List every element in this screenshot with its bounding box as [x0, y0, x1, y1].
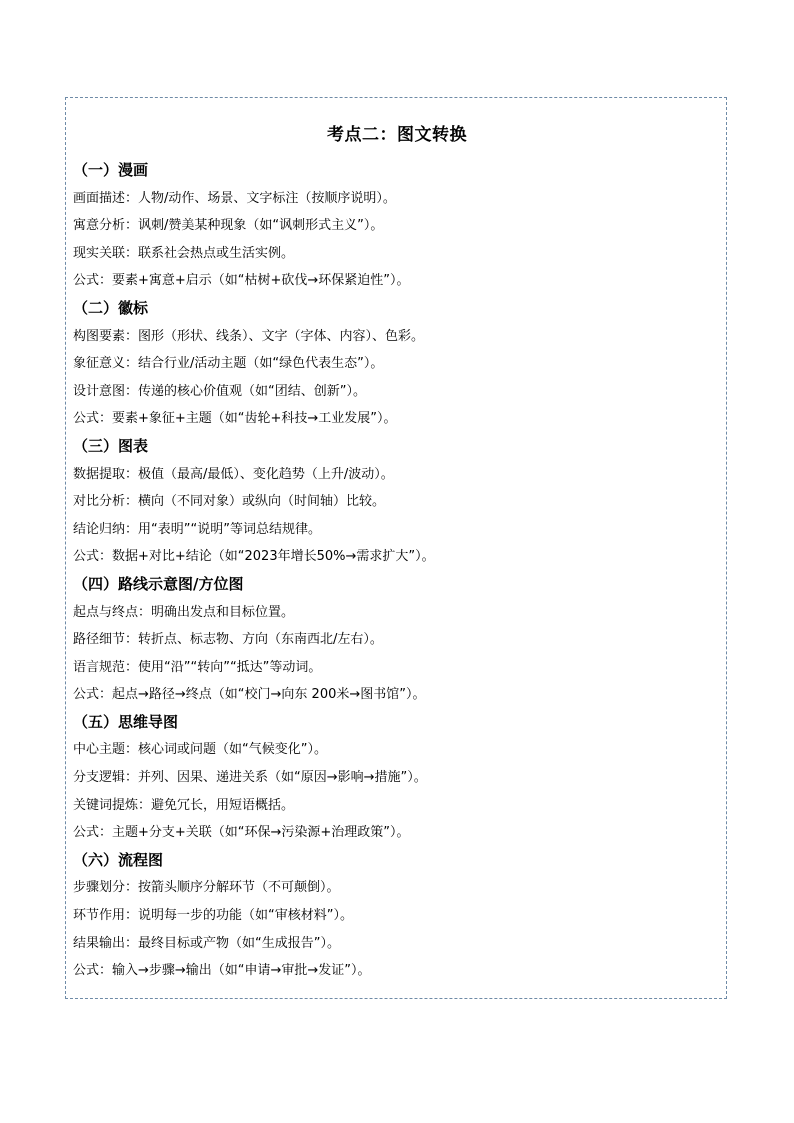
- section-heading: （六）流程图: [73, 850, 164, 869]
- section-line: 设计意图：传递的核心价值观（如“团结、创新”）。: [73, 383, 366, 399]
- section-line: 数据提取：极值（最高/最低）、变化趋势（上升/波动）。: [73, 466, 394, 482]
- section-line: 公式：主题+分支+关联（如“环保→污染源+治理政策”）。: [73, 825, 410, 841]
- section-line: 结果输出：最终目标或产物（如“生成报告”）。: [73, 935, 340, 951]
- section-line: 现实关联：联系社会热点或生活实例。: [73, 245, 295, 261]
- section-line: 画面描述：人物/动作、场景、文字标注（按顺序说明）。: [73, 190, 396, 206]
- section-line: 寓意分析：讽刺/赞美某种现象（如“讽刺形式主义”）。: [73, 218, 384, 234]
- section-line: 公式：起点→路径→终点（如“校门→向东 200米→图书馆”）。: [73, 687, 426, 703]
- content-area: [73, 157, 713, 985]
- section-line: 构图要素：图形（形状、线条）、文字（字体、内容）、色彩。: [73, 328, 425, 344]
- section-line: 环节作用：说明每一步的功能（如“审核材料”）。: [73, 908, 353, 924]
- section-line: 语言规范：使用“沿”“转向”“抵达”等动词。: [73, 659, 322, 675]
- section-heading: （五）思维导图: [73, 712, 179, 731]
- section-line: 公式：输入→步骤→输出（如“申请→审批→发证”）。: [73, 963, 371, 979]
- section-line: 起点与终点：明确出发点和目标位置。: [73, 604, 295, 620]
- section-heading: （三）图表: [73, 436, 149, 455]
- section-line: 结论归纳：用“表明”“说明”等词总结规律。: [73, 521, 321, 537]
- section-line: 分支逻辑：并列、因果、递进关系（如“原因→影响→措施”）。: [73, 770, 427, 786]
- section-line: 对比分析：横向（不同对象）或纵向（时间轴）比较。: [73, 494, 386, 510]
- section-comic: [73, 157, 713, 295]
- section-flowchart: [73, 847, 713, 985]
- section-line: 象征意义：结合行业/活动主题（如“绿色代表生态”）。: [73, 356, 384, 372]
- section-heading: （四）路线示意图/方位图: [73, 574, 244, 593]
- section-chart: [73, 433, 713, 571]
- section-line: 中心主题：核心词或问题（如“气候变化”）。: [73, 742, 327, 758]
- section-line: 公式：要素+寓意+启示（如“枯树+砍伐→环保紧迫性”）。: [73, 273, 410, 289]
- section-heading: （二）徽标: [73, 298, 149, 317]
- section-line: 路径细节：转折点、标志物、方向（东南西北/左右）。: [73, 632, 383, 648]
- section-line: 公式：数据+对比+结论（如“2023年增长50%→需求扩大”）。: [73, 549, 435, 565]
- page-title: 考点二：图文转换: [327, 125, 467, 145]
- section-line: 公式：要素+象征+主题（如“齿轮+科技→工业发展”）。: [73, 411, 397, 427]
- section-mind-map: [73, 709, 713, 847]
- section-route-map: [73, 571, 713, 709]
- section-line: 关键词提炼：避免冗长，用短语概括。: [73, 797, 295, 813]
- section-heading: （一）漫画: [73, 161, 149, 179]
- section-line: 步骤划分：按箭头顺序分解环节（不可颠倒）。: [73, 880, 340, 896]
- section-emblem: [73, 295, 713, 433]
